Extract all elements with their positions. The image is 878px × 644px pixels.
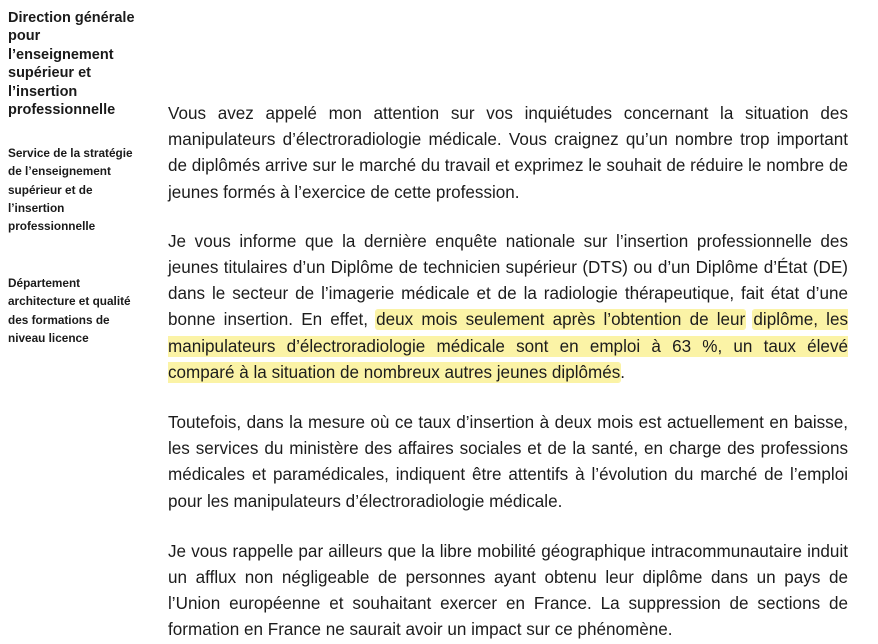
paragraph-2 xyxy=(168,229,848,386)
directorate-heading: Direction générale pour l’enseignement supérieur et l’insertion professionnelle xyxy=(8,10,135,119)
paragraph-1: Vous avez appelé mon attention sur vos inquiétudes concernant la situation des manipulateurs d’électroradiologie médicale. Vous craignez qu’un nombre trop important de diplômés arrive sur le marché du travail et exprimez le souhait de réduire le nombre de jeunes formés à l’exercice de cette profession. xyxy=(168,104,848,202)
paragraph-4: Je vous rappelle par ailleurs que la libre mobilité géographique intracommunautaire induit un afflux non négligeable de personnes ayant obtenu leur diplôme dans un pays de l’Union européenne et souhaitant exercer en France. La suppression de sections de formation en France ne saurait avoir un impact sur ce phénomène. xyxy=(168,541,848,640)
letter-body xyxy=(168,101,848,644)
paragraph-3: Toutefois, dans la mesure où ce taux d’insertion à deux mois est actuellement en baisse, les services du ministère des affaires sociales et de la santé, en charge des professions médicales et paramédicales, indiquent être attentifs à l’évolution du marché de l’emploi pour les manipulateurs d’électroradiologie médicale. xyxy=(168,413,848,511)
department-label: Département architecture et qualité des formations de niveau licence xyxy=(8,276,131,345)
letterhead-sidebar xyxy=(8,9,164,345)
highlighted-passage-a: deux mois seulement après l’obtention de leur xyxy=(376,310,746,330)
paragraph-2-end: . xyxy=(620,362,626,382)
service-label: Service de la stratégie de l’enseignement supérieur et de l’insertion professionnelle xyxy=(8,146,133,234)
highlighted-passage-b: diplôme, les manipulateurs d’électroradiologie médicale sont en emploi à 63 %, un taux élevé comparé à la situation de nombreux autres jeunes diplômés xyxy=(168,310,849,382)
paragraph-2-intro: Je vous informe que la dernière enquête nationale sur l’insertion professionnelle des jeunes titulaires d’un Diplôme de technicien supérieur (DTS) ou d’un Diplôme d’État (DE) dans le secteur de l’imagerie médicale et de la radiologie thérapeutique, fait état d’une bonne insertion. En effet, xyxy=(168,231,848,330)
